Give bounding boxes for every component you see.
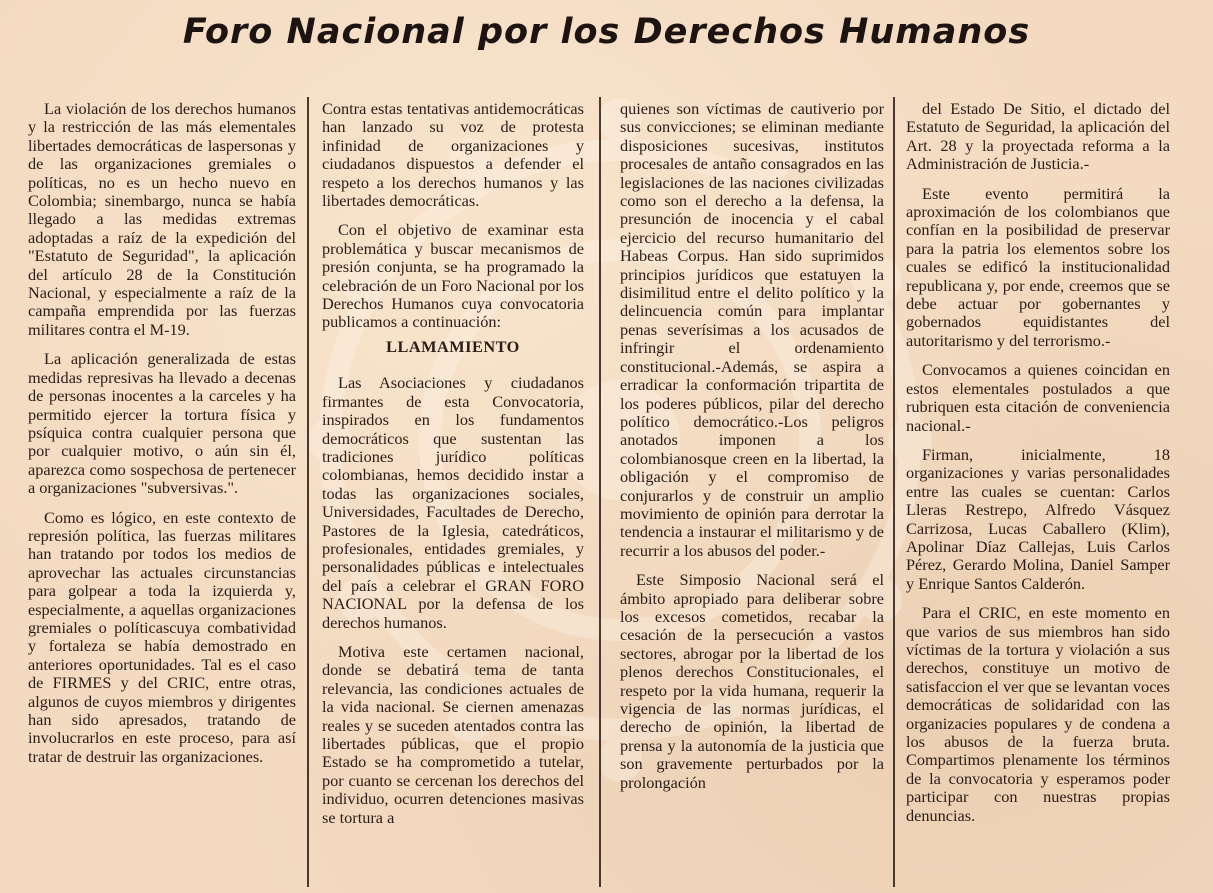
paragraph: Convocamos a quienes coincidan en estos elementales postulados a que rubriquen esta citación de conveniencia nacional.- <box>906 360 1170 435</box>
section-heading: LLAMAMIENTO <box>386 336 520 356</box>
paragraph: Motiva este certamen nacional, donde se debatirá tema de tanta relevancia, las condiciones actuales de la vida nacional. Se ciernen amenazas reales y se suceden atentados contra las libertades públicas, que el propio Estado se ha comprometido a tutelar, por cuanto se cercenan los derechos del individuo, ocurren detenciones masivas se tortura a <box>322 641 584 827</box>
article-column-1 <box>28 100 296 890</box>
article-column-2 <box>322 100 584 890</box>
paragraph: Contra estas tentativas antidemocráticas han lanzado su voz de protesta infinidad de organizaciones y ciudadanos dispuestos a defender el respeto a los derechos humanos y las libertades democráticas. <box>322 100 584 211</box>
column-divider <box>307 97 309 887</box>
column-divider <box>599 97 601 887</box>
paragraph: del Estado De Sitio, el dictado del Estatuto de Seguridad, la aplicación del Art. 28 y la proyectada reforma a la Administración de Justicia.- <box>906 100 1170 174</box>
paragraph: Las Asociaciones y ciudadanos firmantes de esta Convocatoria, inspirados en los fundamentos democráticos que sustentan las tradiciones jurídico políticas colombianas, hemos decidido instar a todas las organizaciones sociales, Universidades, Facultades de Derecho, Pastores de la Iglesia, catedráticos, profesionales, entidades gremiales, y personalidades públicas e intelectuales del país a celebrar el GRAN FORO NACIONAL por la defensa de los derechos humanos. <box>322 373 584 632</box>
page-title: Foro Nacional por los Derechos Humanos <box>182 12 1031 52</box>
paragraph: La aplicación generalizada de estas medidas represivas ha llevado a decenas de personas inocentes a la carceles y ha permitido ejercer la tortura física y psíquica contra cualquier persona que por cualquier motivo, o aún sin él, aparezca como sospechosa de pertenecer a organizaciones "subversivas.". <box>28 349 296 498</box>
paragraph: Este Simposio Nacional será el ámbito apropiado para deliberar sobre los excesos cometidos, recabar la cesación de la persecución a vastos sectores, abrogar por la libertad de los plenos derechos Constitucionales, el respeto por la vida humana, requerir la vigencia de las normas jurídicas, el derecho de opinión, la libertad de prensa y la autonomía de la justicia que son gravemente perturbados por la prolongación <box>620 570 884 792</box>
paragraph: Para el CRIC, en este momento en que varios de sus miembros han sido víctimas de la tortura y violación a sus derechos, constituye un motivo de satisfaccion el ver que se levantan voces democráticas de solidaridad con las organizacies populares y de condena a los abusos de la fuerza bruta. Compartimos plenamente los términos de la convocatoria y esperamos poder participar con nuestras propias denuncias. <box>906 603 1170 825</box>
paragraph: La violación de los derechos humanos y la restricción de las más elementales libertades democráticas de laspersonas y de las organizaciones gremiales o políticas, no es un hecho nuevo en Colombia; sinembargo, nunca se había llegado a las medidas extremas adoptadas a raíz de la expedición del "Estatuto de Seguridad", la aplicación del artículo 28 de la Constitución Nacional, y especialmente a raíz de la campaña emprendida por las fuerzas militares contra el M-19. <box>28 100 296 339</box>
article-column-3 <box>620 100 884 890</box>
paragraph: Este evento permitirá la aproximación de los colombianos que confían en la posibilidad de preservar para la patria los elementos sobre los cuales se edificó la institucionalidad republicana y, por ende, creemos que se debe actuar por gobernantes y gobernados equidistantes del autoritarismo y del terrorismo.- <box>906 183 1170 350</box>
paragraph: Como es lógico, en este contexto de represión política, las fuerzas militares han tratando por todos los medios de aprovechar las actuales circunstancias para golpear a toda la izquierda y, especialmente, a aquellas organizaciones gremiales o políticascuya combatividad y fortaleza se había demostrado en anteriores oportunidades. Tal es el caso de FIRMES y del CRIC, entre otras, algunos de cuyos miembros y dirigentes han sido apresados, tratando de involucrarlos en este proceso, para así tratar de destruir las organizaciones. <box>28 507 296 766</box>
paragraph: Firman, inicialmente, 18 organizaciones y varias personalidades entre las cuales se cuentan: Carlos Lleras Restrepo, Alfredo Vásquez Carrizosa, Lucas Caballero (Klim), Apolinar Díaz Callejas, Luis Carlos Pérez, Gerardo Molina, Daniel Samper y Enrique Santos Calderón. <box>906 444 1170 593</box>
column-divider <box>893 97 895 887</box>
article-column-4 <box>906 100 1170 890</box>
paragraph: quienes son víctimas de cautiverio por sus convicciones; se eliminan mediante disposiciones sucesivas, institutos procesales de antaño consagrados en las legislaciones de las naciones civilizadas como son el derecho a la defensa, la presunción de inocencia y el cabal ejercicio del recurso humanitario del Habeas Corpus. Han sido suprimidos principios jurídicos que estatuyen la disimilitud entre el delito político y la delincuencia común para implantar penas severísimas a los acusados de infringir el ordenamiento constitucional.-Además, se aspira a erradicar la conformación tripartita de los poderes públicos, pilar del derecho político democrático.-Los peligros anotados imponen a los colombianosque creen en la libertad, la obligación y el compromiso de conjurarlos y de construir un amplio movimiento de opinión para derrotar la tendencia a instaurar el militarismo y de recurrir a los abusos del poder.- <box>620 100 884 560</box>
paragraph: Con el objetivo de examinar esta problemática y buscar mecanismos de presión conjunta, se ha programado la celebración de un Foro Nacional por los Derechos Humanos cuya convocatoria publicamos a continuación: <box>322 220 584 332</box>
